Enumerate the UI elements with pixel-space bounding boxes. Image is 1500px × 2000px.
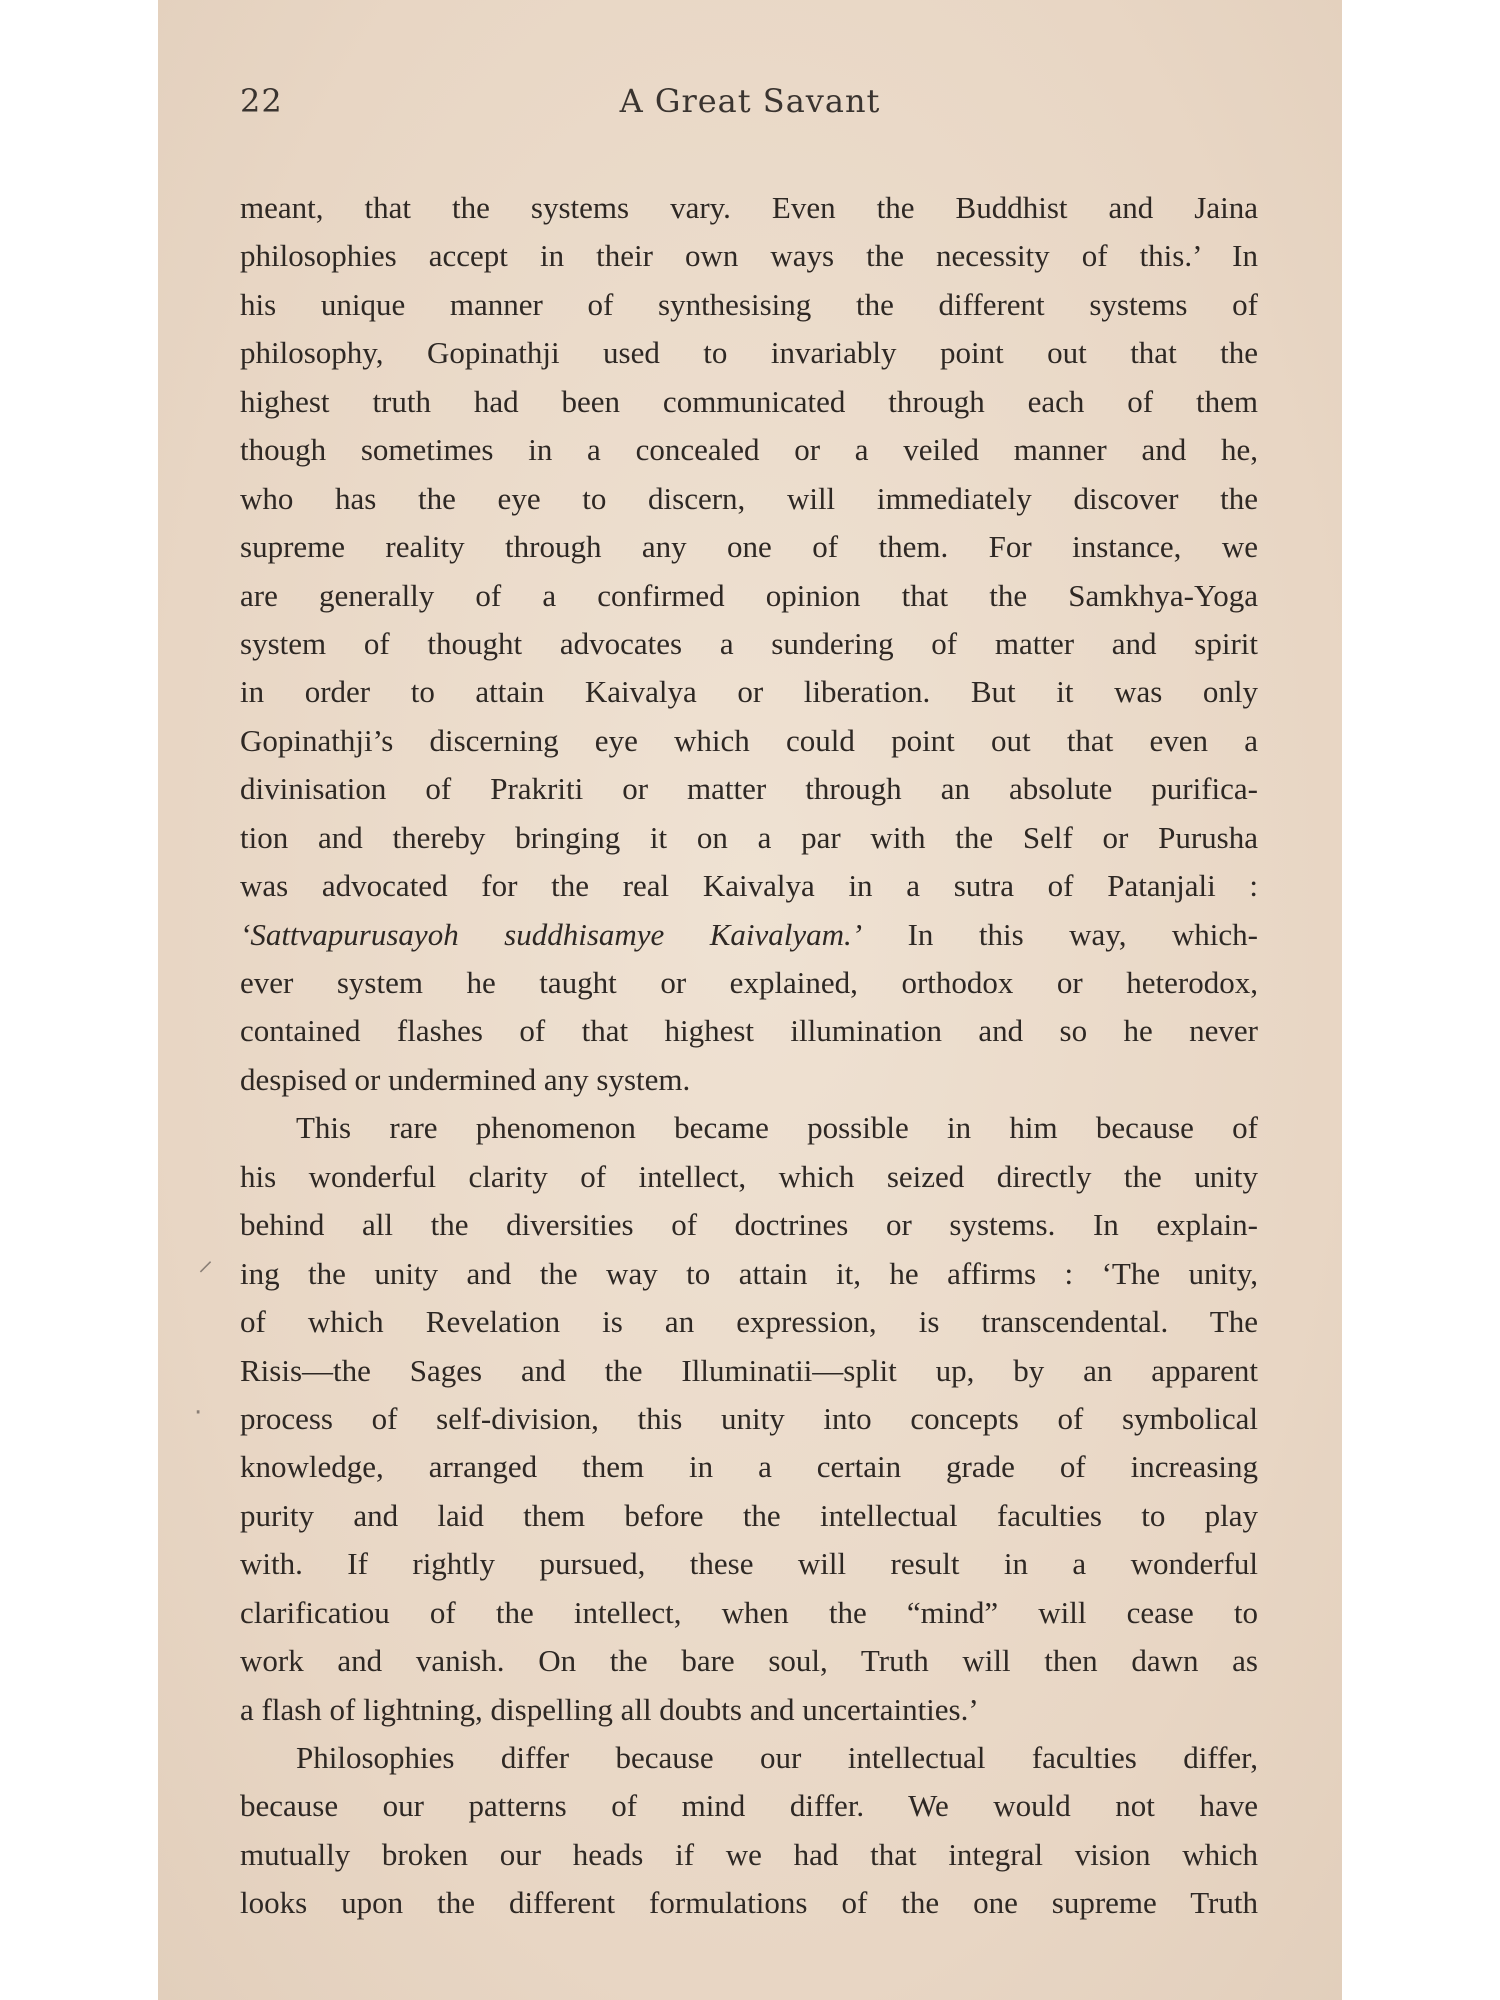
running-title: A Great Savant [619,82,881,120]
text-line: behind all the diversities of doctrines or systems. In explain- [240,1207,1258,1243]
text-line: despised or undermined any system. [240,1061,691,1097]
book-page [158,0,1342,2000]
text-line: philosophy, Gopinathji used to invariably point out that the [240,335,1258,371]
text-line: tion and thereby bringing it on a par with the Self or Purusha [240,819,1258,855]
text-line: looks upon the different formulations of the one supreme Truth [240,1885,1258,1921]
text-line: divinisation of Prakriti or matter through an absolute purifica- [240,771,1258,807]
body-text [240,184,1258,1928]
margin-dot-mark: · [194,1398,203,1428]
text-line: in order to attain Kaivalya or liberation. But it was only [240,674,1258,710]
text-line-with-sanskrit-quote [240,911,1258,959]
paragraph-start-line: Philosophies differ because our intellectual faculties differ, [296,1740,1258,1775]
paragraph-start-line: This rare phenomenon became possible in him because of [296,1110,1258,1146]
text-line: clarificatiou of the intellect, when the “mind” will cease to [240,1594,1258,1630]
text-line: knowledge, arranged them in a certain grade of increasing [240,1449,1258,1485]
text-line: Gopinathji’s discerning eye which could point out that even a [240,722,1258,758]
text-line: his unique manner of synthesising the different systems of [240,286,1258,322]
text-line: Risis—the Sages and the Illuminatii—split up, by an apparent [240,1352,1258,1388]
text-line: who has the eye to discern, will immediately discover the [240,480,1258,516]
text-line: highest truth had been communicated through each of them [240,383,1258,419]
text-line: purity and laid them before the intellectual faculties to play [240,1497,1258,1533]
margin-tick-mark: ⸝ [198,1243,213,1278]
text-line: with. If rightly pursued, these will result in a wonderful [240,1546,1258,1582]
text-line: because our patterns of mind differ. We would not have [240,1788,1258,1824]
text-line: meant, that the systems vary. Even the Buddhist and Jaina [240,190,1258,225]
page-header [240,82,1260,126]
page-number: 22 [240,82,283,120]
text-line: his wonderful clarity of intellect, which seized directly the unity [240,1158,1258,1194]
text-line-remainder: In this way, which- [862,916,1258,952]
text-line: ing the unity and the way to attain it, he affirms : ‘The unity, [240,1255,1258,1291]
text-line: though sometimes in a concealed or a veiled manner and he, [240,432,1258,468]
text-line: work and vanish. On the bare soul, Truth will then dawn as [240,1643,1258,1679]
text-line: mutually broken our heads if we had that integral vision which [240,1836,1258,1872]
text-line: process of self-division, this unity into concepts of symbolical [240,1400,1258,1436]
text-line: system of thought advocates a sundering of matter and spirit [240,625,1258,661]
text-line: was advocated for the real Kaivalya in a sutra of Patanjali : [240,868,1258,904]
text-line: a flash of lightning, dispelling all doubts and uncertainties.’ [240,1691,979,1727]
text-line: supreme reality through any one of them. For instance, we [240,529,1258,565]
text-line: philosophies accept in their own ways the necessity of this.’ In [240,238,1258,274]
text-line: ever system he taught or explained, orthodox or heterodox, [240,965,1258,1000]
sanskrit-quote: ‘Sattvapurusayoh suddhisamye Kaivalyam.’ [240,916,863,952]
text-line: of which Revelation is an expression, is transcendental. The [240,1304,1258,1340]
text-line: are generally of a confirmed opinion that the Samkhya-Yoga [240,577,1258,613]
text-line: contained flashes of that highest illumination and so he never [240,1013,1258,1049]
